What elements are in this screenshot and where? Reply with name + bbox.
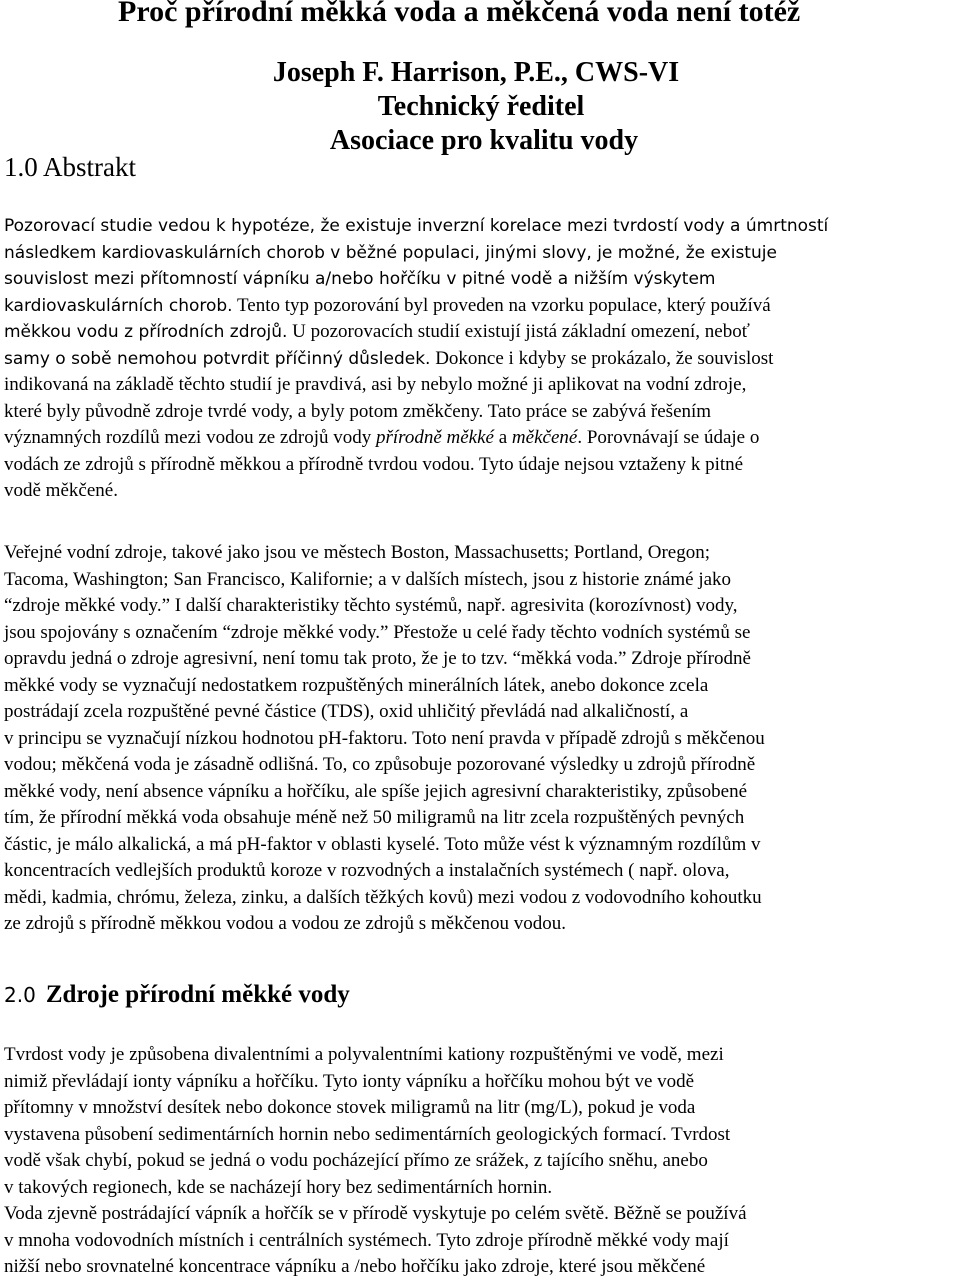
paragraph-line: v mnoha vodovodních místních i centrálních systémech. Tyto zdroje přírodně měkké vody mají [4, 1229, 729, 1251]
paragraph-line: přítomny v množství desítek nebo dokonce stovek miligramů na litr (mg/L), pokud je voda [4, 1097, 696, 1118]
paragraph-line: následkem kardiovaskulárních chorob v běžné populaci, jinými slovy, je možné, že existuje [4, 242, 777, 263]
paragraph-line: koncentracích vedlejších produktů koroze v rozvodných a instalačních systémech ( např. olova, [4, 860, 730, 881]
paragraph-line: v takových regionech, kde se nacházejí hory bez sedimentárních hornin. [4, 1176, 553, 1198]
emphasis-softened: měkčené [511, 427, 578, 448]
body-paragraph [4, 1042, 959, 1281]
line-segment: Tento typ pozorování byl proveden na vzorku populace, který používá [232, 294, 771, 316]
paragraph-line: opravdu jedná o zdroje agresivní, není tomu tak proto, že je to tzv. “měkká voda.” Zdroje přírodně [4, 648, 751, 669]
line-segment: kardiovaskulárních chorob. [4, 295, 233, 316]
paragraph-line: částic, je málo alkalická, a má pH-faktor v oblasti kyselé. Toto může vést k významným rozdílům v [4, 833, 761, 855]
author-block [0, 56, 960, 158]
paragraph-line [4, 346, 959, 373]
abstract-paragraph [4, 213, 959, 505]
author-role: Technický ředitel [377, 91, 585, 122]
paragraph-line: které byly původně zdroje tvrdé vody, a byly potom změkčeny. Tato práce se zabývá řešením [4, 400, 712, 422]
paragraph-line: měkké vody, není absence vápníku a hořčíku, ale spíše jejich agresivní charakteristiky, způsobené [4, 780, 748, 802]
paragraph-line: vodách ze zdrojů s přírodně měkkou a přírodně tvrdou vodou. Tyto údaje nejsou vztaženy k pitné [4, 453, 744, 475]
paragraph-line: vodě měkčené. [4, 480, 118, 501]
paragraph-line [4, 425, 959, 452]
paragraph-line: souvislost mezi přítomností vápníku a/nebo hořčíku v pitné vodě a nižším výskytem [4, 269, 716, 289]
section-heading-abstract: 1.0 Abstrakt [4, 152, 136, 182]
paragraph-line: Voda zjevně postrádající vápník a hořčík se v přírodě vyskytuje po celém světě. Běžně se používá [4, 1203, 747, 1224]
author-organization: Asociace pro kvalitu vody [329, 125, 639, 156]
paragraph-line [4, 293, 959, 320]
paragraph-line: ze zdrojů s přírodně měkkou vodou a vodou ze zdrojů s měkčenou vodou. [4, 913, 566, 934]
line-segment: významných rozdílů mezi vodou ze zdrojů vody [4, 427, 376, 448]
paragraph-line: mědi, kadmia, chrómu, železa, zinku, a dalších těžkých kovů) mezi vodou z vodovodního kohoutku [4, 886, 762, 908]
section-heading-sources [4, 978, 350, 1012]
paragraph-line [4, 319, 959, 346]
line-segment: měkkou vodu z přírodních zdrojů. [4, 322, 288, 342]
paragraph-line: nimiž převládají ionty vápníku a hořčíku. Tyto ionty vápníku a hořčíku mohou být ve vodě [4, 1070, 695, 1092]
line-segment: Dokonce i kdyby se prokázalo, že souvislost [430, 347, 774, 369]
document-title: Proč přírodní měkká voda a měkčená voda není totéž [118, 0, 801, 28]
paragraph-line: jsou spojovány s označením “zdroje měkké vody.” Přestože u celé řady těchto vodních systémů se [4, 621, 751, 643]
paragraph-line: tím, že přírodní měkká voda obsahuje méně než 50 miligramů na litr zcela rozpuštěných pevných [4, 807, 745, 828]
paragraph-line: Veřejné vodní zdroje, takové jako jsou ve městech Boston, Massachusetts; Portland, Oregon; [4, 542, 711, 563]
paragraph-line: postrádají zcela rozpuštěné pevné částice (TDS), oxid uhličitý převládá nad alkaličností, a [4, 701, 689, 722]
paragraph-line: Tvrdost vody je způsobena divalentními a polyvalentními kationy rozpuštěnými ve vodě, mezi [4, 1044, 724, 1065]
line-segment: . Porovnávají se údaje o [577, 427, 760, 448]
paragraph-line: Tacoma, Washington; San Francisco, Kalifornie; a v dalších místech, jsou z historie známé jako [4, 568, 732, 590]
paragraph-line: “zdroje měkké vody.” I další charakteristiky těchto systémů, např. agresivita (korozívnost) vody, [4, 595, 738, 616]
paragraph-line: měkké vody se vyznačují nedostatkem rozpuštěných minerálních látek, anebo dokonce zcela [4, 674, 709, 696]
author-name: Joseph F. Harrison, P.E., CWS-VI [272, 57, 680, 88]
paragraph-line: indikovaná na základě těchto studií je pravdivá, asi by nebylo možné ji aplikovat na vodní zdroje, [4, 374, 747, 395]
paragraph-line: vodou; měkčená voda je zásadně odlišná. To, co způsobuje pozorované výsledky u zdrojů přírodně [4, 754, 756, 775]
section-title: Zdroje přírodní měkké vody [45, 981, 350, 1008]
paragraph-line: Pozorovací studie vedou k hypotéze, že existuje inverzní korelace mezi tvrdostí vody a úmrtností [4, 216, 829, 236]
body-paragraph [4, 540, 959, 938]
paragraph-line: nižší nebo srovnatelné koncentrace vápníku a /nebo hořčíku jako zdroje, které jsou měkčené [4, 1256, 706, 1277]
line-segment: samy o sobě nemohou potvrdit příčinný důsledek. [4, 348, 431, 369]
paragraph-line: vodě však chybí, pokud se jedná o vodu pocházející přímo ze srážek, z tajícího sněhu, anebo [4, 1150, 708, 1171]
line-segment: a [493, 427, 512, 448]
paragraph-line: vystavena působení sedimentárních hornin nebo sedimentárních geologických formací. Tvrdost [4, 1123, 731, 1145]
paragraph-line: v principu se vyznačují nízkou hodnotou pH-faktoru. Toto není pravda v případě zdrojů s měkčenou [4, 727, 765, 749]
emphasis-natural-soft: přírodně měkké [375, 427, 494, 448]
section-number: 2.0 [4, 983, 36, 1007]
line-segment: U pozorovacích studií existují jistá základní omezení, neboť [287, 321, 750, 342]
